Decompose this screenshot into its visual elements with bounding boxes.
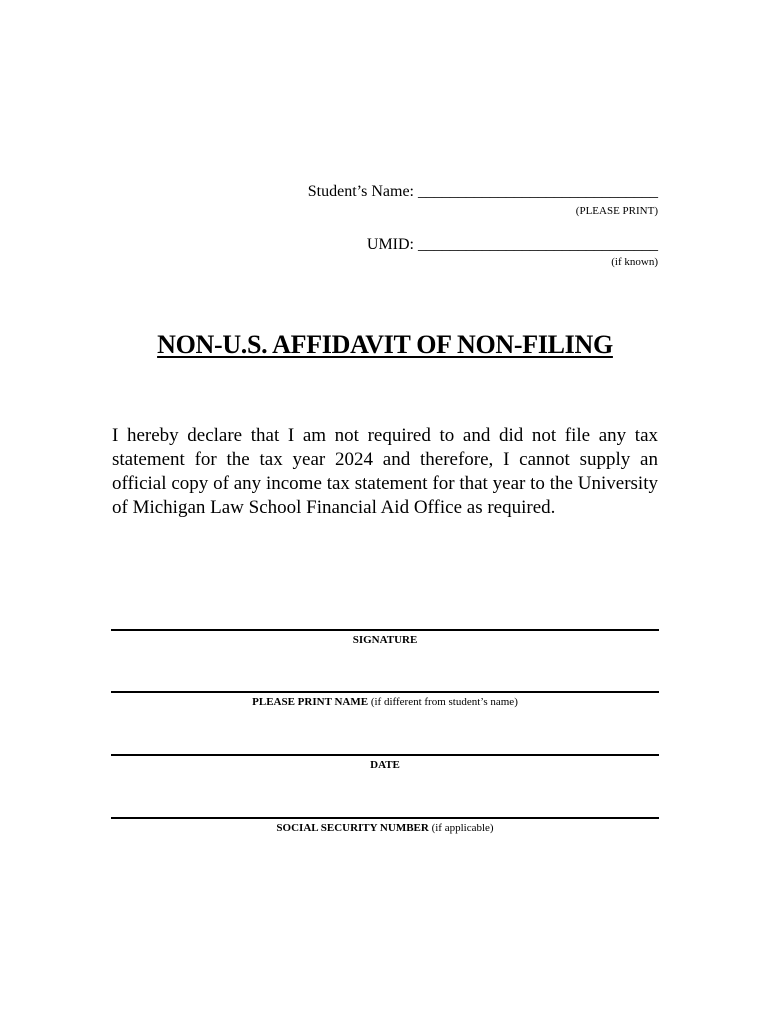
print-name-note: (if different from student’s name) [370, 696, 518, 708]
date-label-text: DATE [370, 759, 400, 771]
ssn-label-text: SOCIAL SECURITY NUMBER [276, 822, 429, 834]
student-name-hint: (PLEASE PRINT) [575, 205, 658, 217]
declaration-text: I hereby declare that I am not required to and did not file any tax statement for the tax year 2024 and therefore, I cannot supply an official copy of any income tax statement for that year to the University of Michigan Law School Financial Aid Office as required. [112, 425, 658, 518]
student-name-field[interactable] [308, 183, 658, 201]
date-label [111, 758, 659, 772]
print-name-line[interactable] [111, 691, 659, 693]
umid-label: UMID: [366, 236, 414, 253]
document-title: NON-U.S. AFFIDAVIT OF NON-FILING [157, 330, 613, 359]
ssn-line[interactable] [111, 817, 659, 819]
umid-blank[interactable]: ______________________________ [418, 236, 658, 253]
student-name-blank[interactable]: ______________________________ [418, 183, 658, 200]
umid-hint: (if known) [611, 256, 658, 268]
date-line[interactable] [111, 754, 659, 756]
print-name-label [111, 695, 659, 709]
signature-label-text: SIGNATURE [352, 634, 418, 646]
print-name-label-text: PLEASE PRINT NAME [252, 696, 369, 708]
ssn-label [111, 821, 659, 835]
student-name-label: Student’s Name: [307, 183, 414, 200]
signature-line[interactable] [111, 629, 659, 631]
ssn-note: (if applicable) [431, 822, 494, 834]
signature-label [111, 633, 659, 647]
umid-field[interactable] [367, 236, 658, 254]
